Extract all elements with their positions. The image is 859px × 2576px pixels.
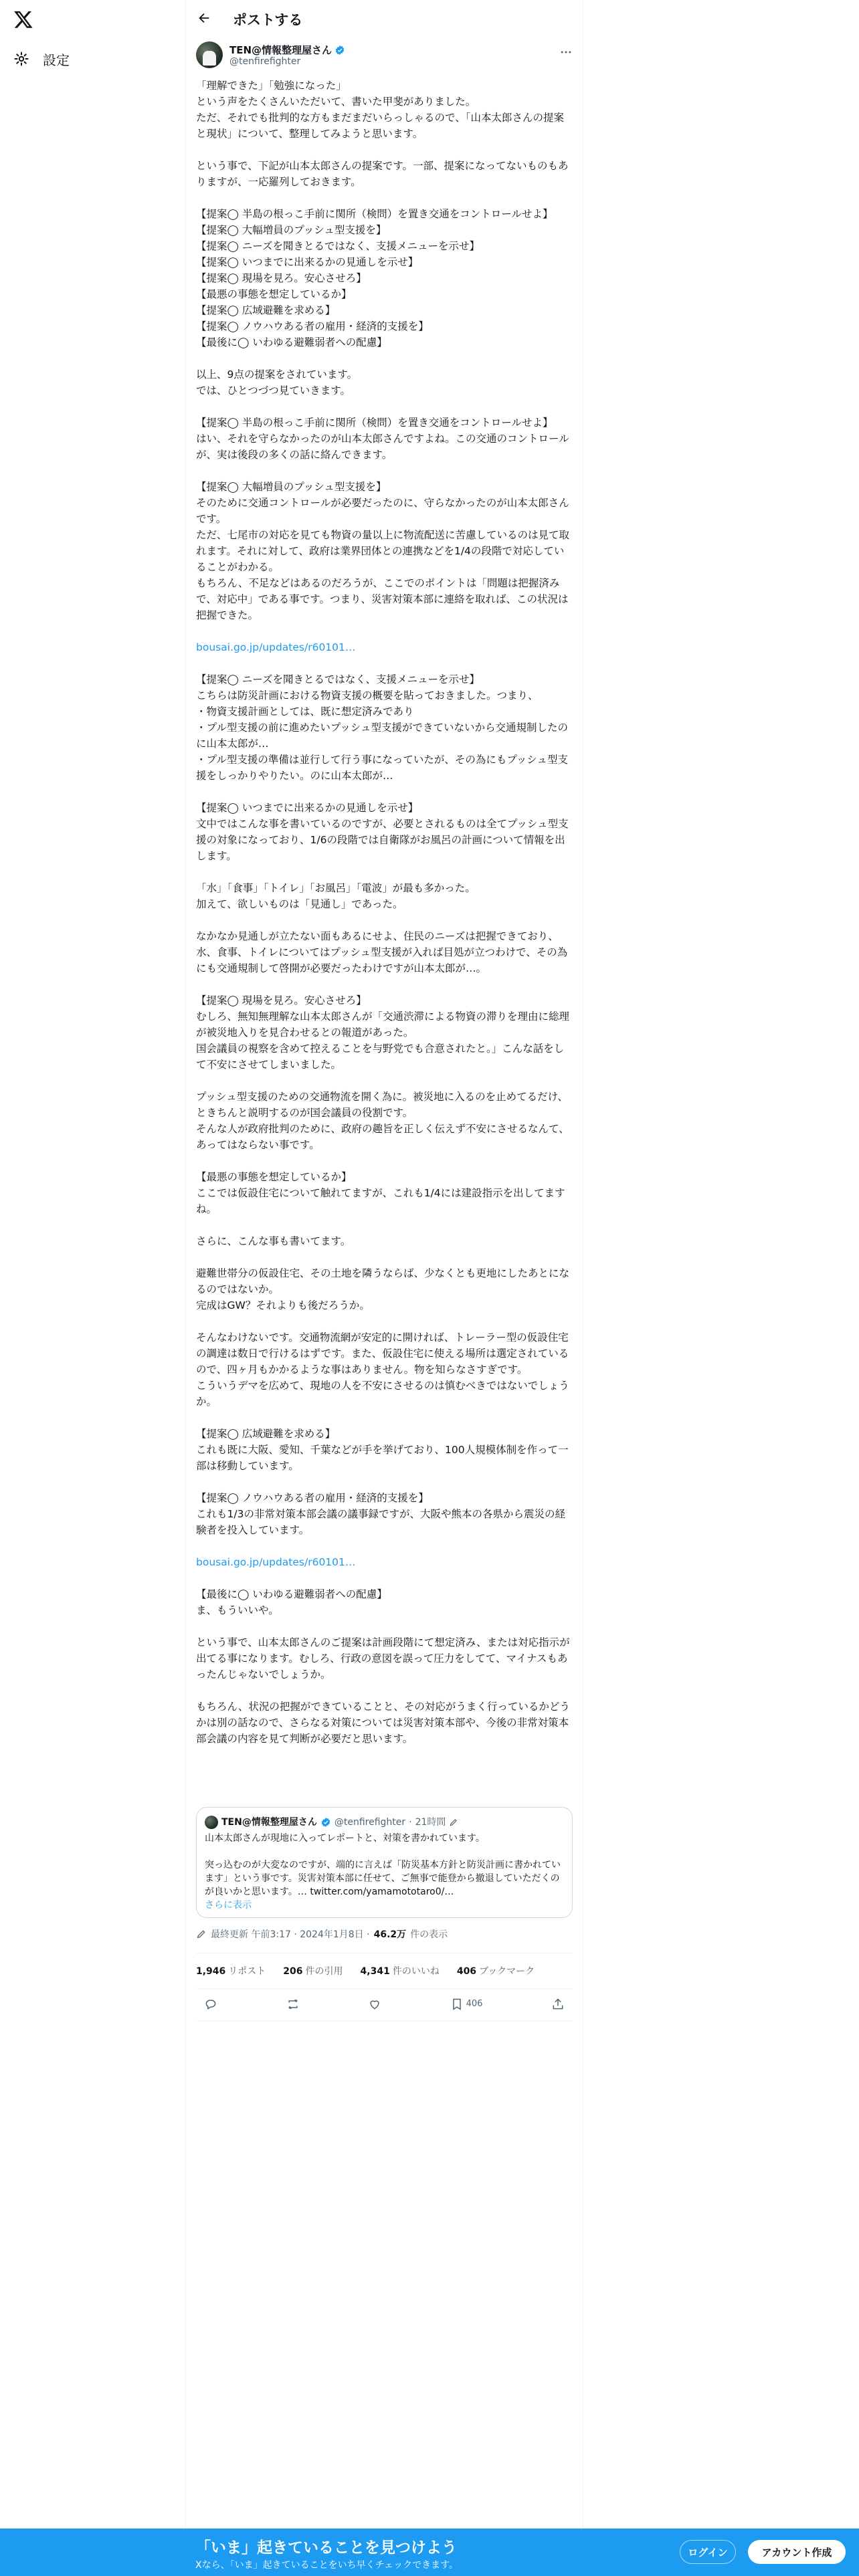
view-count-label: 件の表示 — [410, 1929, 448, 1940]
paragraph-gap — [196, 399, 573, 415]
post-paragraph: という事で、山本太郎さんのご提案は計画段階にて想定済み、または対応指示が出てる事になります。むしろ、行政の意図を誤って圧力をしてて、マイナスもあったんじゃないでしょうか。 — [196, 1636, 570, 1681]
like-label: 件のいいね — [392, 1966, 440, 1977]
settings-label: 設定 — [43, 51, 70, 68]
external-link[interactable]: bousai.go.jp/updates/r60101… — [196, 1556, 356, 1568]
back-arrow-icon[interactable] — [197, 11, 211, 25]
bookmark-icon — [450, 1998, 464, 2011]
quote-stat[interactable] — [283, 1964, 343, 1977]
engagement-stats — [196, 1953, 573, 1989]
action-bar — [196, 1988, 573, 2021]
post-paragraph: という事で、下記が山本太郎さんの提案です。一部、提案になってないものもありますが、一応羅列しておきます。 — [196, 160, 569, 188]
paragraph-gap — [196, 655, 573, 671]
repost-label: リポスト — [228, 1966, 266, 1977]
bookmark-action-count: 406 — [466, 1999, 483, 2009]
quote-count: 206 — [283, 1966, 303, 1977]
external-link[interactable]: bousai.go.jp/updates/r60101… — [196, 641, 356, 653]
like-count: 4,341 — [360, 1966, 390, 1977]
post-paragraph: 【提案◯ ニーズを聞きとるではなく、支援メニューを示せ】 こちらは防災計画における物資支援の概要を貼っておきました。つまり、 ・物資支援計画としては、既に想定済みであり ・プル型支援の前に進めたいプッシュ型支援ができていないから交通規制したのに山本太郎が… ・プル型支援の準備は並行して行う事になっていたが、その為にもプッシュ型支援をしっかりやりたい。のに山本太郎が… — [196, 673, 568, 782]
edited-label[interactable]: 最終更新 午前3:17 · 2024年1月8日 · — [211, 1929, 370, 1940]
gear-icon — [13, 51, 29, 67]
login-button[interactable]: ログイン — [680, 2540, 736, 2564]
edit-pencil-icon — [196, 1929, 207, 1939]
quoted-author: TEN@情報整理屋さん @tenfirefighter · 21時間 — [205, 1816, 564, 1829]
quoted-author-handle: @tenfirefighter — [334, 1817, 406, 1828]
paragraph-gap — [196, 1313, 573, 1329]
like-stat[interactable] — [361, 1964, 440, 1977]
post-paragraph: 「理解できた」「勉強になった」 という声をたくさんいただいて、書いた甲斐がありました。 ただ、それでも批判的な方もまだまだいらっしゃるので、「山本太郎さんの提案と現状」について、整理してみようと思います。 — [196, 80, 564, 140]
bookmark-count: 406 — [456, 1966, 477, 1977]
avatar[interactable] — [196, 41, 223, 68]
bookmark-label: ブックマーク — [479, 1966, 535, 1977]
main-column — [185, 0, 583, 2576]
paragraph-gap — [196, 1538, 573, 1554]
post-timestamp — [196, 1927, 448, 1941]
post-author — [196, 41, 573, 71]
post-paragraph: プッシュ型支援のための交通物流を開く為に。被災地に入るのを止めてるだけ、ときちんと説明するのが国会議員の役割です。 そんな人が政府批判のために、政府の趣旨を正しく伝えず不安にさせるなんて、あってはならない事です。 — [196, 1091, 569, 1151]
paragraph-gap — [196, 1570, 573, 1586]
more-options-icon[interactable] — [559, 45, 573, 59]
paragraph-gap — [196, 912, 573, 928]
reply-icon — [204, 1998, 217, 2011]
post-paragraph: そんなわけないです。交通物流網が安定的に開ければ、トレーラー型の仮設住宅の調達は数日で行けるはずです。また、仮設住宅に使える場所は選定されているので、四ヶ月もかかるような事はありません。物を知らなさすぎです。 こういうデマを広めて、現地の人を不安にさせるのは慎むべきではないでしょうか。 — [196, 1331, 569, 1408]
paragraph-gap — [196, 1683, 573, 1699]
paragraph-gap — [196, 142, 573, 158]
paragraph-gap — [196, 864, 573, 880]
share-icon — [551, 1998, 565, 2011]
paragraph-gap — [196, 1474, 573, 1490]
quoted-post[interactable] — [196, 1807, 573, 1918]
repost-icon — [286, 1998, 300, 2011]
paragraph-gap — [196, 190, 573, 206]
author-handle[interactable]: @tenfirefighter — [229, 56, 301, 67]
quoted-time: 21時間 — [415, 1817, 446, 1828]
author-name-row[interactable] — [229, 43, 345, 57]
paragraph-gap — [196, 976, 573, 992]
paragraph-gap — [196, 463, 573, 479]
banner-subtitle: Xなら、「いま」起きていることをいち早くチェックできます。 — [195, 2560, 459, 2571]
left-nav — [0, 0, 185, 2576]
quote-label: 件の引用 — [305, 1966, 343, 1977]
settings-nav-item[interactable] — [13, 48, 70, 70]
repost-button[interactable] — [286, 1998, 300, 2011]
verified-badge-icon — [320, 1817, 331, 1828]
quoted-avatar — [205, 1816, 218, 1829]
post-paragraph: 【提案◯ 大幅増員のプッシュ型支援を】 そのために交通コントロールが必要だったのに、守らなかったのが山本太郎さんです。 ただ、七尾市の対応を見ても物資の量以上に物流配送に苦慮しているのは見て取れます。それに対して、政府は業界団体との連携などを1/4の段階で対応していることがわかる。 もちろん、不足などはあるのだろうが、ここでのポイントは「問題は把握済みで、対応中」である事です。つまり、災害対策本部に連絡を取れば、この状況は把握できた。 — [196, 481, 570, 621]
post-paragraph: 【最悪の事態を想定しているか】 ここでは仮設住宅について触れてますが、これも1/4には建設指示を出してますね。 — [196, 1171, 565, 1215]
x-logo-icon[interactable] — [13, 9, 33, 29]
post-paragraph: もちろん、状況の把握ができていることと、その対応がうまく行っているかどうかは別の話なので、さらなる対策については災害対策本部や、今後の非常対策本部会議の内容を見て判断が必要だと思います。 — [196, 1701, 570, 1745]
repost-count: 1,946 — [196, 1966, 226, 1977]
post-paragraph: 【提案◯ いつまでに出来るかの見通しを示せ】 文中ではこんな事を書いているのですが、必要とされるものは全てプッシュ型支援の対象になっており、1/6の段階では自衛隊がお風呂の計画について情報を出します。 — [196, 802, 569, 862]
share-button[interactable] — [551, 1998, 565, 2011]
quoted-author-name: TEN@情報整理屋さん — [221, 1817, 317, 1828]
signup-button[interactable]: アカウント作成 — [748, 2540, 846, 2564]
show-more-link[interactable]: さらに表示 — [205, 1900, 252, 1911]
paragraph-gap — [196, 1618, 573, 1634]
post-paragraph: 【提案◯ ノウハウある者の雇用・経済的支援を】 これも1/3の非常対策本部会議の議事録ですが、大阪や熊本の各県から震災の経験者を投入しています。 — [196, 1492, 565, 1536]
repost-stat[interactable] — [196, 1964, 266, 1977]
paragraph-gap — [196, 1217, 573, 1233]
paragraph-gap — [196, 350, 573, 366]
paragraph-gap — [196, 623, 573, 639]
post-paragraph: 【提案◯ 半島の根っこ手前に関所（検問）を置き交通をコントロールせよ】 はい、それを守らなかったのが山本太郎さんですよね。この交通のコントロールが、実は後段の多くの話に絡んできます。 — [196, 417, 569, 461]
post-body — [196, 78, 573, 1747]
paragraph-gap — [196, 1249, 573, 1265]
bookmark-button[interactable] — [450, 1998, 483, 2011]
banner-title: 「いま」起きていることを見つけよう — [195, 2539, 457, 2557]
post-paragraph: 【最後に◯ いわゆる避難弱者への配慮】 ま、もういいや。 — [196, 1588, 387, 1616]
post-paragraph: 以上、9点の提案をされています。 では、ひとつづつ見ていきます。 — [196, 368, 358, 397]
post-paragraph: なかなか見通しが立たない面もあるにせよ、住民のニーズは把握できており、水、食事、トイレについてはプッシュ型支援が入れば目処が立つわけで、その為にも交通規制して啓開が必要だったわけですが山本太郎が…。 — [196, 930, 568, 974]
view-count: 46.2万 — [373, 1929, 407, 1940]
page-title: ポストする — [233, 12, 303, 28]
bookmark-stat[interactable] — [457, 1964, 535, 1977]
paragraph-gap — [196, 1410, 573, 1426]
post-paragraph: 【提案◯ 半島の根っこ手前に関所（検問）を置き交通をコントロールせよ】 【提案◯ 大幅増員のプッシュ型支援を】 【提案◯ ニーズを聞きとるではなく、支援メニューを示せ】 【提案◯ いつまでに出来るかの見通しを示せ】 【提案◯ 現場を見ろ。安心させろ】 【最悪の事態を想定しているか】 【提案◯ 広域避難を求める】 【提案◯ ノウハウある者の雇用・経済的支援を】 【最後に◯ いわゆる避難弱者への配慮】 — [196, 208, 553, 348]
paragraph-gap — [196, 1073, 573, 1089]
reply-button[interactable] — [204, 1998, 217, 2011]
like-button[interactable] — [368, 1998, 381, 2011]
author-name[interactable]: TEN@情報整理屋さん — [229, 44, 332, 56]
edit-pencil-icon — [449, 1818, 458, 1827]
signup-banner — [0, 2529, 859, 2576]
header — [186, 0, 583, 37]
paragraph-gap — [196, 1153, 573, 1169]
heart-icon — [368, 1998, 381, 2011]
verified-badge-icon — [335, 45, 345, 56]
post-paragraph: さらに、こんな事も書いてます。 — [196, 1235, 351, 1247]
post-paragraph: 避難世帯分の仮設住宅、その土地を隣うならば、少なくとも更地にしたあとになるのではないか。 完成はGW？それよりも後だろうか。 — [196, 1267, 570, 1311]
quoted-text: 山本太郎さんが現地に入ってレポートと、対策を書かれています。 突っ込むのが大変なのですが、端的に言えば「防災基本方針と防災計画に書かれています」という事です。災害対策本部に任せて、ご無事で能登から撤退していただくのが良いかと思います。… twitter.com/yamamototaro0/… — [205, 1833, 561, 1897]
post-paragraph: 「水」「食事」「トイレ」「お風呂」「電波」が最も多かった。 加えて、欲しいものは「見通し」であった。 — [196, 882, 476, 910]
post-paragraph: 【提案◯ 広域避難を求める】 これも既に大阪、愛知、千葉などが手を挙げており、100人規模体制を作って一部は移動しています。 — [196, 1428, 569, 1472]
post-paragraph: 【提案◯ 現場を見ろ。安心させろ】 むしろ、無知無理解な山本太郎さんが「交通渋滞による物資の滞りを理由に総理が被災地入りを見合わせるとの報道があった。 国会議員の視察を含めて控えることを与野党でも合意されたと。」こんな話をして不安にさせてしまいました。 — [196, 994, 570, 1071]
paragraph-gap — [196, 784, 573, 800]
